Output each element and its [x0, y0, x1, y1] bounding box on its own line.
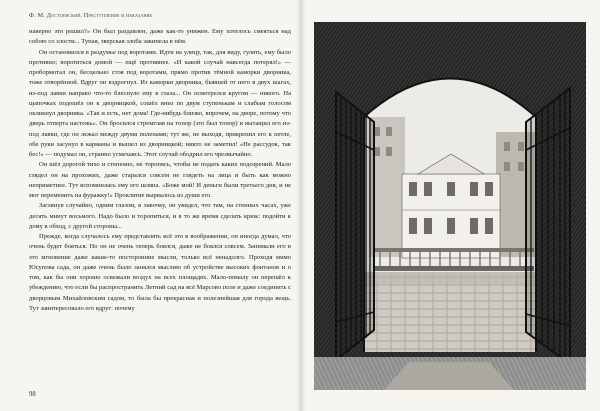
body-text [29, 27, 291, 387]
gateway-illustration [314, 22, 586, 390]
paragraph: Он остановился в раздумье под воротами. Идти на улицу, так, для виду, гулять, ему было противно; воротиться домой — ещё противнее. «И какой случай навсегда потерял!» — пробормотал он, бесцельно стоя под воротами, прямо против тёмной каморки дворника, тоже отворённой. Вдруг он вздрогнул. Из каморки дворника, бывшей от него в двух шагах, из-под лавки направо что-то блеснуло ему в глаза... Он осмотрелся кругом — никого. На цыпочках подошёл он к дворницкой, сошёл вниз по двум ступенькам и слабым голосом окликнул дворника. «Так и есть, нет дома! Где-нибудь близко, впрочем, на дворе, потому что дверь отперта настежь». Он бросился стремглав на топор (это был топор) и вытащил его из-под лавки, где он лежал между двумя поленами; тут же, не выходя, прикрепил его к петле, обе руки засунул в карманы и вышел из дворницкой; никто не заметил! «Не рассудок, так бес!» — подумал он, странно усмехаясь. Этот случай ободрил его чрезвычайно. [29, 48, 291, 158]
right-gate [526, 88, 570, 364]
running-head: Ф. М. Достоевский. Преступление и наказание [29, 12, 153, 19]
paragraph: Он шёл дорогой тихо и степенно, не торопясь, чтобы не подать каких подозрений. Мало глядел он на прохожих, даже старался совсем не глядеть на лица и быть как можно неприметнее. Тут вспомнилась ему его шляпа. «Боже мой! И деньги были третьего дня, и не мог переменить на фуражку!» Проклятие вырвалось из души его. [29, 161, 291, 199]
paragraph: Заглянув случайно, одним глазом, в лавочку, он увидел, что там, на стенных часах, уже десять минут восьмого. Надо было и торопиться, и в то же время сделать крюк: подойти к дому в обход, с другой стороны... [29, 202, 291, 230]
paragraph: Прежде, когда случалось ему представлять всё это в воображении, он иногда думал, что очень будет бояться. Но он не очень теперь боялся, даже не боялся совсем. Занимали его в это мгновение даже какие-то посторонние мысли, только всё ненадолго. Проходя мимо Юсупова сада, он даже очень было занялся мыслию об устройстве высоких фонтанов и о том, как бы они хорошо освежали воздух на всех площадях. Мало-помалу он перешёл к убеждению, что если бы распространить Летний сад на всё Марсово поле и даже соединить с дворцовым Михайловским садом, то была бы прекрасная и полезнейшая для города вещь. Тут заинтересовало его вдруг: почему [29, 233, 291, 312]
left-gate [336, 92, 374, 360]
page-number: 98 [29, 391, 36, 398]
right-page [300, 0, 600, 411]
paragraph: наверно это решил?» Он был раздавлен, даже как-то унижен. Ему хотелось смеяться над собою со злости... Тупая, зверская злоба закипела в нём. [29, 28, 291, 46]
